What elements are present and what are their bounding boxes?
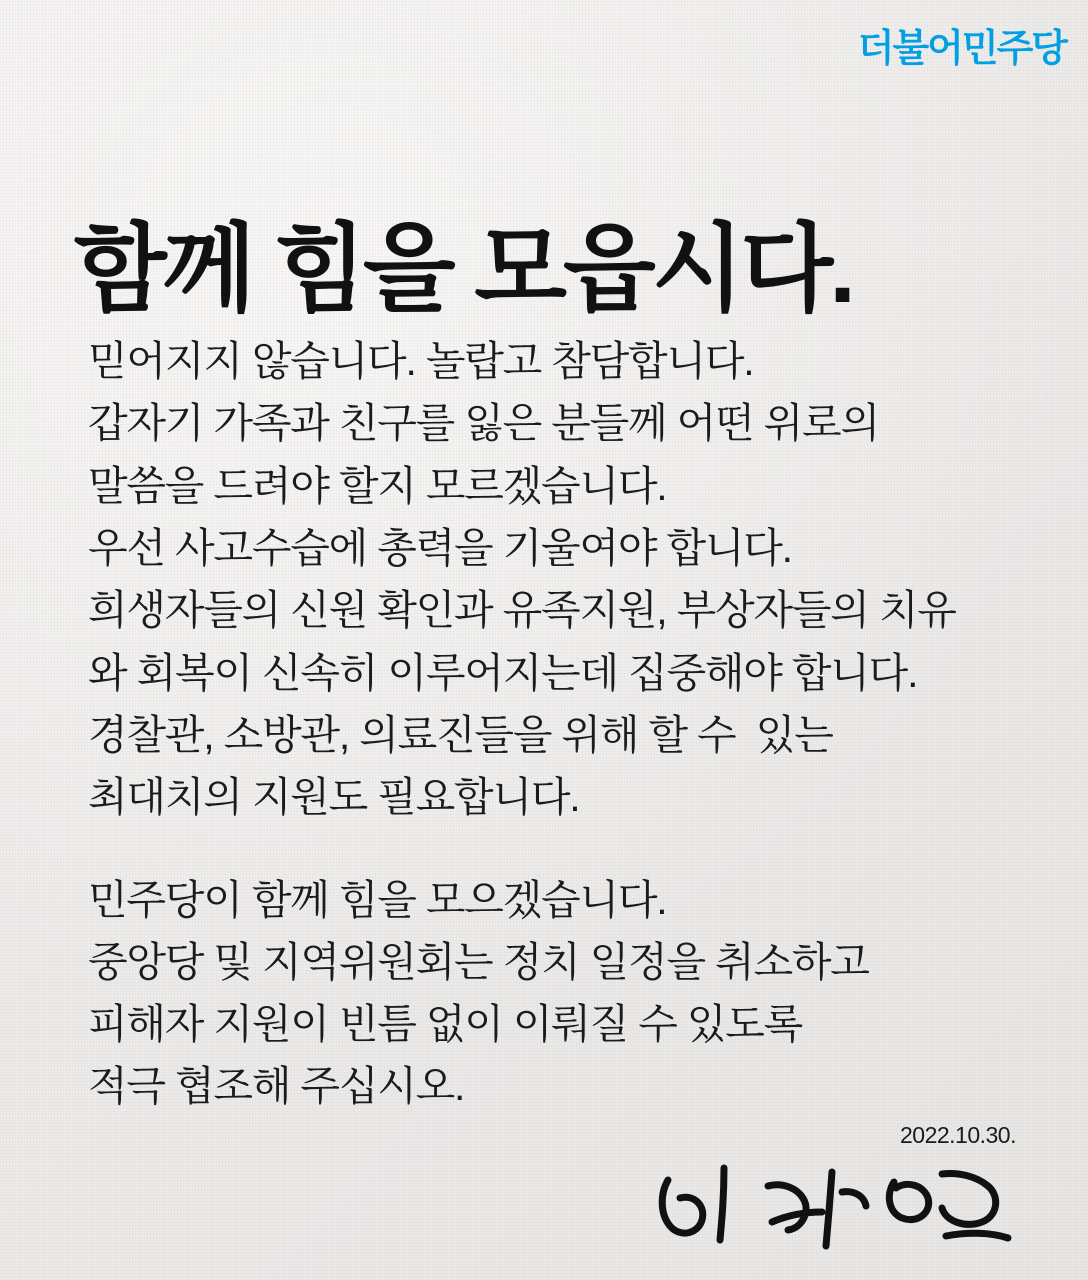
text-line: 최대치의 지원도 필요합니다. xyxy=(88,774,580,821)
party-logo: 더불어민주당 xyxy=(857,28,1066,70)
statement-date: 2022.10.30. xyxy=(899,1122,1016,1148)
page-title: 함께 힘을 모읍시다. xyxy=(74,216,852,324)
text-line: 피해자 지원이 빈틈 없이 이뤄질 수 있도록 xyxy=(88,1001,803,1048)
text-line: 믿어지지 않습니다. 놀랍고 참담합니다. xyxy=(88,338,754,384)
statement-body xyxy=(88,330,1048,1118)
text-line: 적극 협조해 주십시오. xyxy=(88,1063,465,1110)
text-line: 말씀을 드려야 할지 모르겠습니다. xyxy=(88,462,667,509)
text-line: 중앙당 및 지역위원회는 정치 일정을 취소하고 xyxy=(88,938,869,985)
text-line: 갑자기 가족과 친구를 잃은 분들께 어떤 위로의 xyxy=(88,400,879,447)
paragraph xyxy=(88,869,1048,1118)
text-line: 우선 사고수습에 총력을 기울여야 합니다. xyxy=(88,524,792,571)
paragraph xyxy=(88,330,1048,829)
text-line: 와 회복이 신속히 이루어지는데 집중해야 합니다. xyxy=(88,649,918,696)
text-line: 민주당이 함께 힘을 모으겠습니다. xyxy=(88,876,667,923)
text-line: 희생자들의 신원 확인과 유족지원, 부상자들의 치유 xyxy=(88,587,956,634)
text-line: 경찰관, 소방관, 의료진들을 위해 할 수 있는 xyxy=(88,711,833,758)
signature xyxy=(646,1152,1026,1262)
